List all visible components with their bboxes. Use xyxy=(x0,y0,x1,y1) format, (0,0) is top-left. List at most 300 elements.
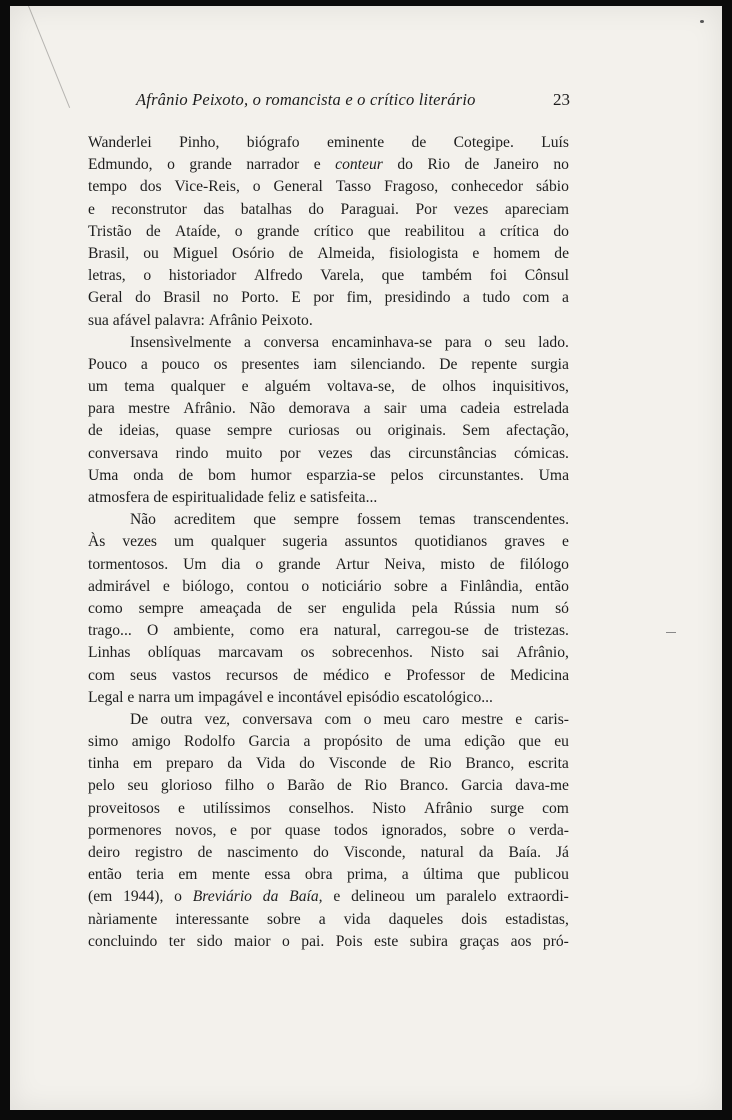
text-word: outra xyxy=(160,710,193,728)
text-word: tristezas. xyxy=(513,622,569,640)
text-word: amigo xyxy=(131,733,171,751)
text-word: engulida xyxy=(342,599,396,617)
text-word: a xyxy=(463,289,470,307)
text-word: olhos xyxy=(442,378,476,396)
text-word: Tasso xyxy=(335,178,372,196)
text-word: quotidianos xyxy=(414,533,488,551)
text-word: então xyxy=(88,866,122,884)
text-word: grande xyxy=(256,222,300,240)
text-word: então xyxy=(535,577,569,595)
text-word: meu xyxy=(383,710,411,728)
text-word: obra xyxy=(304,866,333,884)
text-word: Cotegipe. xyxy=(453,134,514,151)
text-word: Branco, xyxy=(465,755,515,773)
text-word: Já xyxy=(555,844,569,861)
text-word: conversava xyxy=(242,710,313,728)
text-word: de xyxy=(554,244,569,262)
text-line xyxy=(88,598,569,620)
text-word: e xyxy=(313,156,321,174)
text-line xyxy=(88,909,569,931)
text-word: verda- xyxy=(529,821,569,839)
text-word: Pinho, xyxy=(179,134,220,151)
text-word: Por xyxy=(415,200,438,218)
text-word: e xyxy=(384,666,392,684)
text-word: apareciam xyxy=(504,200,569,218)
text-word: tormentosos. xyxy=(88,555,169,573)
text-word: conselhos. xyxy=(288,799,355,817)
text-word: sobre xyxy=(460,821,495,839)
text-word: ou xyxy=(143,244,159,262)
text-word: e xyxy=(88,200,95,218)
text-word: sai xyxy=(481,644,500,662)
text-word: de xyxy=(337,777,352,795)
text-word: Às xyxy=(88,533,106,551)
text-word: um xyxy=(415,888,436,906)
text-word: historiador xyxy=(168,267,237,285)
text-word: sempre xyxy=(138,599,184,617)
text-word: filólogo xyxy=(519,555,569,573)
text-word: fisiologista xyxy=(389,244,459,262)
text-word: episódio xyxy=(346,688,404,706)
text-word: dia xyxy=(221,555,241,573)
text-word: a xyxy=(140,355,148,373)
text-word: de xyxy=(411,378,426,396)
text-line xyxy=(88,221,569,243)
text-word: Pois xyxy=(335,932,363,950)
text-word: com xyxy=(88,666,115,684)
text-word: bom xyxy=(208,466,236,484)
text-word: marcavam xyxy=(218,644,284,662)
text-word: e xyxy=(472,244,480,262)
text-word: pormenores xyxy=(88,821,162,839)
text-word: de xyxy=(480,666,495,684)
text-word: eminente xyxy=(326,134,385,151)
text-word: tudo xyxy=(482,289,511,307)
text-word: por xyxy=(250,821,272,839)
text-word: assuntos xyxy=(344,533,398,551)
text-word: que xyxy=(381,267,405,285)
text-word: reabilitou xyxy=(404,222,465,240)
text-word: conversava xyxy=(88,444,159,462)
text-word: ter xyxy=(168,932,186,950)
text-line xyxy=(88,864,569,886)
text-word: seu xyxy=(504,333,526,351)
text-word: preparo xyxy=(165,755,214,773)
text-word: letras, xyxy=(88,267,126,285)
text-word: e xyxy=(162,577,170,595)
text-word: circunstâncias xyxy=(408,444,497,462)
text-word: narrador xyxy=(246,156,300,174)
text-word: misto xyxy=(440,555,475,573)
text-word: a xyxy=(478,222,486,240)
text-line xyxy=(88,310,569,332)
text-word: maior xyxy=(234,932,271,950)
text-word: quase xyxy=(284,821,321,839)
page-scratch xyxy=(28,6,70,108)
text-word: Vida xyxy=(255,755,286,773)
text-word: aos xyxy=(510,932,532,950)
text-word: ser xyxy=(307,599,327,617)
text-word: o xyxy=(174,888,182,906)
text-word: sugeria xyxy=(282,533,328,551)
text-word: por xyxy=(313,289,335,307)
text-word: da xyxy=(262,888,279,906)
text-word: quase xyxy=(175,422,211,440)
text-word: afectação, xyxy=(506,422,569,440)
text-word: curiosas xyxy=(288,422,340,440)
text-word: Um xyxy=(183,555,207,573)
text-word: Não xyxy=(249,400,276,418)
text-word: reconstrutor xyxy=(111,200,187,218)
text-word: Pouco xyxy=(88,355,127,373)
text-word: e xyxy=(561,533,569,551)
text-word: o xyxy=(252,178,261,196)
text-word: espiritualidade xyxy=(172,489,268,506)
text-word: Medicina xyxy=(510,666,569,684)
text-word: Luís xyxy=(541,134,569,151)
text-word: recursos xyxy=(226,666,279,684)
text-word: seu xyxy=(127,777,149,795)
text-word: publicou xyxy=(514,866,569,884)
text-word: com xyxy=(324,710,352,728)
text-word: a xyxy=(318,910,326,928)
text-word: mestre xyxy=(128,400,170,418)
text-word: foi xyxy=(489,267,508,285)
text-word: os xyxy=(300,644,315,662)
text-word: sobre xyxy=(266,910,301,928)
text-word: surge xyxy=(490,799,524,817)
text-word: de xyxy=(484,622,499,640)
text-word: todos xyxy=(333,821,368,839)
text-word: batalhas xyxy=(240,200,292,218)
text-word: novos, xyxy=(175,821,217,839)
text-word: Vice-Reis, xyxy=(174,178,240,196)
text-word: no xyxy=(553,156,569,174)
text-word: nascimento xyxy=(227,844,299,861)
text-word: e xyxy=(177,799,185,817)
text-word: Uma xyxy=(538,466,569,484)
text-word: vastos xyxy=(172,666,211,684)
text-word: incontável xyxy=(277,688,347,706)
text-word: afável xyxy=(112,311,155,329)
text-word: silenciando. xyxy=(350,355,426,373)
text-line xyxy=(88,842,569,864)
text-word: deiro xyxy=(88,844,121,861)
text-word: de xyxy=(153,489,172,506)
text-word: atmosfera xyxy=(88,489,154,506)
text-word: ou xyxy=(355,422,372,440)
text-word: cadeia xyxy=(460,400,501,418)
text-word: de xyxy=(288,244,304,262)
text-word: onda xyxy=(133,466,164,484)
text-word: proveitosos xyxy=(88,799,160,817)
text-word: Tristão xyxy=(88,222,132,240)
page-speck xyxy=(700,20,704,23)
text-word: temas xyxy=(418,511,456,529)
text-word: oblíquas xyxy=(147,644,201,662)
text-word: Visconde, xyxy=(343,844,406,861)
text-line xyxy=(88,354,569,376)
text-word: caro xyxy=(422,710,450,728)
text-line xyxy=(88,531,569,553)
text-word: da xyxy=(227,755,243,773)
text-word: Rio xyxy=(364,777,387,795)
text-word: Nisto xyxy=(430,644,465,662)
text-line xyxy=(88,443,569,465)
text-word: Geral xyxy=(88,289,123,307)
text-word: Sem xyxy=(462,422,490,440)
text-word: de xyxy=(489,555,505,573)
text-word: inquisitivos, xyxy=(492,378,569,396)
text-word: o xyxy=(507,821,516,839)
text-word: natural xyxy=(420,844,464,861)
body-text xyxy=(88,132,569,953)
text-word: médico xyxy=(323,666,369,684)
text-word: utilíssimos xyxy=(202,799,271,817)
text-word: esparzia-se xyxy=(306,466,376,484)
text-word: vezes xyxy=(122,533,157,551)
text-line xyxy=(88,154,569,176)
text-word: do xyxy=(299,755,315,773)
text-word: este xyxy=(374,932,399,950)
text-word: glorioso xyxy=(160,777,213,795)
text-word: como xyxy=(88,599,123,617)
text-word: do xyxy=(397,156,413,174)
text-word: do xyxy=(135,289,151,307)
text-word: por xyxy=(279,444,301,462)
text-word: de xyxy=(197,844,213,861)
text-word: demorava xyxy=(288,400,351,418)
text-word: (em xyxy=(88,888,113,906)
text-word: sido xyxy=(196,932,223,950)
text-word: de xyxy=(464,156,480,174)
page-speck xyxy=(666,632,676,633)
text-word: para xyxy=(444,333,472,351)
text-word: o xyxy=(143,267,152,285)
text-word: tempo xyxy=(88,178,127,196)
text-word: ameaçada xyxy=(199,599,262,617)
text-line xyxy=(88,265,569,287)
text-word: a xyxy=(303,733,311,751)
text-line xyxy=(88,709,569,731)
text-word: um xyxy=(174,533,194,551)
text-word: lado. xyxy=(538,333,569,351)
text-word: e xyxy=(266,688,278,706)
text-word: Porto. xyxy=(241,289,279,307)
text-word: que xyxy=(253,511,276,529)
text-word: conhecedor xyxy=(451,178,524,196)
text-word: fim, xyxy=(346,289,373,307)
text-word: pai. xyxy=(301,932,325,950)
text-word: de xyxy=(178,466,194,484)
text-word: de xyxy=(88,422,103,440)
text-word: palavra: xyxy=(154,311,209,329)
text-word: e xyxy=(229,821,237,839)
text-word: daqueles xyxy=(388,910,444,928)
text-word: Branco. xyxy=(399,777,449,795)
text-word: Peixoto. xyxy=(261,311,313,329)
text-word: escatológico... xyxy=(403,688,493,706)
text-word: qualquer xyxy=(210,533,266,551)
text-line xyxy=(88,620,569,642)
text-word: 1944), xyxy=(123,888,164,906)
text-word: do xyxy=(308,200,324,218)
text-word: e xyxy=(127,688,139,706)
text-word: O xyxy=(146,622,159,640)
text-word: General xyxy=(273,178,323,196)
text-word: encaminhava-se xyxy=(331,333,433,351)
text-word: estrelada xyxy=(513,400,569,418)
text-word: das xyxy=(203,200,225,218)
text-word: num xyxy=(511,599,540,617)
text-word: vez, xyxy=(204,710,231,728)
text-word: surgia xyxy=(531,355,569,373)
text-word: noticiário xyxy=(321,577,382,595)
text-word: iam xyxy=(313,355,337,373)
text-word: em xyxy=(133,755,153,773)
text-word: sua xyxy=(88,311,113,329)
text-word: que xyxy=(367,222,391,240)
text-line xyxy=(88,287,569,309)
text-word: com xyxy=(522,289,550,307)
text-word: no xyxy=(212,289,229,307)
text-word: biógrafo xyxy=(246,134,300,151)
text-word: crítico xyxy=(313,222,354,240)
text-word: uma xyxy=(424,733,451,751)
text-word: o xyxy=(167,156,175,174)
text-word: de xyxy=(400,755,416,773)
text-word: conversa xyxy=(263,333,319,351)
text-word: das xyxy=(370,444,391,462)
text-word: paralelo xyxy=(446,888,497,906)
text-word: prima, xyxy=(346,866,388,884)
text-word: Legal xyxy=(88,688,128,706)
text-word: também xyxy=(421,267,473,285)
text-word: última xyxy=(423,866,463,884)
text-word: Nisto xyxy=(372,799,406,817)
text-word: natural, xyxy=(333,622,381,640)
text-word: circunstantes. xyxy=(438,466,524,484)
text-word: o xyxy=(234,222,243,240)
text-line xyxy=(88,798,569,820)
text-word: Não xyxy=(130,511,156,529)
text-word: seus xyxy=(130,666,157,684)
text-word: teria xyxy=(136,866,164,884)
text-word: trago... xyxy=(88,622,132,640)
text-word: pouco xyxy=(161,355,200,373)
text-word: e xyxy=(299,489,311,506)
text-word: Afrânio xyxy=(423,799,473,817)
book-page xyxy=(10,6,722,1110)
text-word: Cônsul xyxy=(524,267,569,285)
text-word: crítica xyxy=(500,222,540,240)
text-word: Edmundo, xyxy=(88,156,153,174)
text-line xyxy=(88,642,569,664)
text-word: pró- xyxy=(542,932,569,950)
text-word: o xyxy=(363,710,372,728)
text-word: voltava-se, xyxy=(326,378,395,396)
text-word: homem xyxy=(493,244,541,262)
text-word: interessante xyxy=(175,910,249,928)
text-word: carregou-se xyxy=(396,622,469,640)
text-word: com xyxy=(542,799,569,817)
text-word: mente xyxy=(211,866,250,884)
text-word: e xyxy=(241,378,249,396)
text-word: Brasil, xyxy=(88,244,130,262)
text-word: Fragoso, xyxy=(384,178,439,196)
text-word: sábio xyxy=(535,178,569,196)
text-word: grande xyxy=(189,156,232,174)
text-word: originais. xyxy=(387,422,447,440)
text-word: dos xyxy=(139,178,162,196)
text-word: repente xyxy=(471,355,518,373)
text-word: vezes xyxy=(453,200,489,218)
text-word: pelos xyxy=(390,466,424,484)
text-word: graves xyxy=(504,533,545,551)
text-line xyxy=(88,509,569,531)
text-word: ignorados, xyxy=(381,821,447,839)
text-word: Rússia xyxy=(453,599,496,617)
text-word: vida xyxy=(343,910,371,928)
page-number: 23 xyxy=(553,90,570,109)
text-word: Insensìvelmente xyxy=(130,333,232,351)
text-line xyxy=(88,132,569,154)
text-line xyxy=(88,487,569,509)
text-word: do xyxy=(553,222,569,240)
text-line xyxy=(88,554,569,576)
text-word: Neiva, xyxy=(384,555,426,573)
text-word: graças xyxy=(459,932,500,950)
text-word: pelo xyxy=(88,777,115,795)
text-word: a xyxy=(244,333,251,351)
text-word: concluindo xyxy=(88,932,158,950)
text-word: Garcia xyxy=(461,777,503,795)
text-word: Afrânio, xyxy=(516,644,569,662)
text-word: De xyxy=(130,710,149,728)
text-word: Rio xyxy=(429,755,452,773)
text-word: de xyxy=(396,733,411,751)
text-word: E xyxy=(291,289,301,307)
text-word: transcendentes. xyxy=(473,511,569,529)
text-word: delineou xyxy=(351,888,405,906)
text-word: mestre xyxy=(461,710,504,728)
text-word: biólogo, xyxy=(182,577,234,595)
text-word: Afrânio. xyxy=(183,400,236,418)
text-word: a xyxy=(440,577,448,595)
text-word: Artur xyxy=(335,555,370,573)
text-word: Janeiro xyxy=(493,156,539,174)
text-word: de xyxy=(293,666,308,684)
text-word: Ataíde, xyxy=(175,222,221,240)
text-word: Almeida, xyxy=(317,244,375,262)
text-word: sair xyxy=(383,400,407,418)
text-word: escrita xyxy=(528,755,569,773)
text-word: presidindo xyxy=(384,289,451,307)
text-word: o xyxy=(301,577,310,595)
text-word: pela xyxy=(411,599,438,617)
text-line xyxy=(88,376,569,398)
running-header xyxy=(136,90,570,112)
text-word: a xyxy=(363,400,371,418)
text-word: só xyxy=(555,599,569,617)
text-word: sempre xyxy=(227,422,273,440)
text-word: sobre xyxy=(394,577,428,595)
text-word: Garcia xyxy=(248,733,291,751)
text-word: De xyxy=(439,355,458,373)
text-word: Afrânio xyxy=(208,311,262,329)
text-word: para xyxy=(88,400,115,418)
text-word: Rio xyxy=(427,156,450,174)
